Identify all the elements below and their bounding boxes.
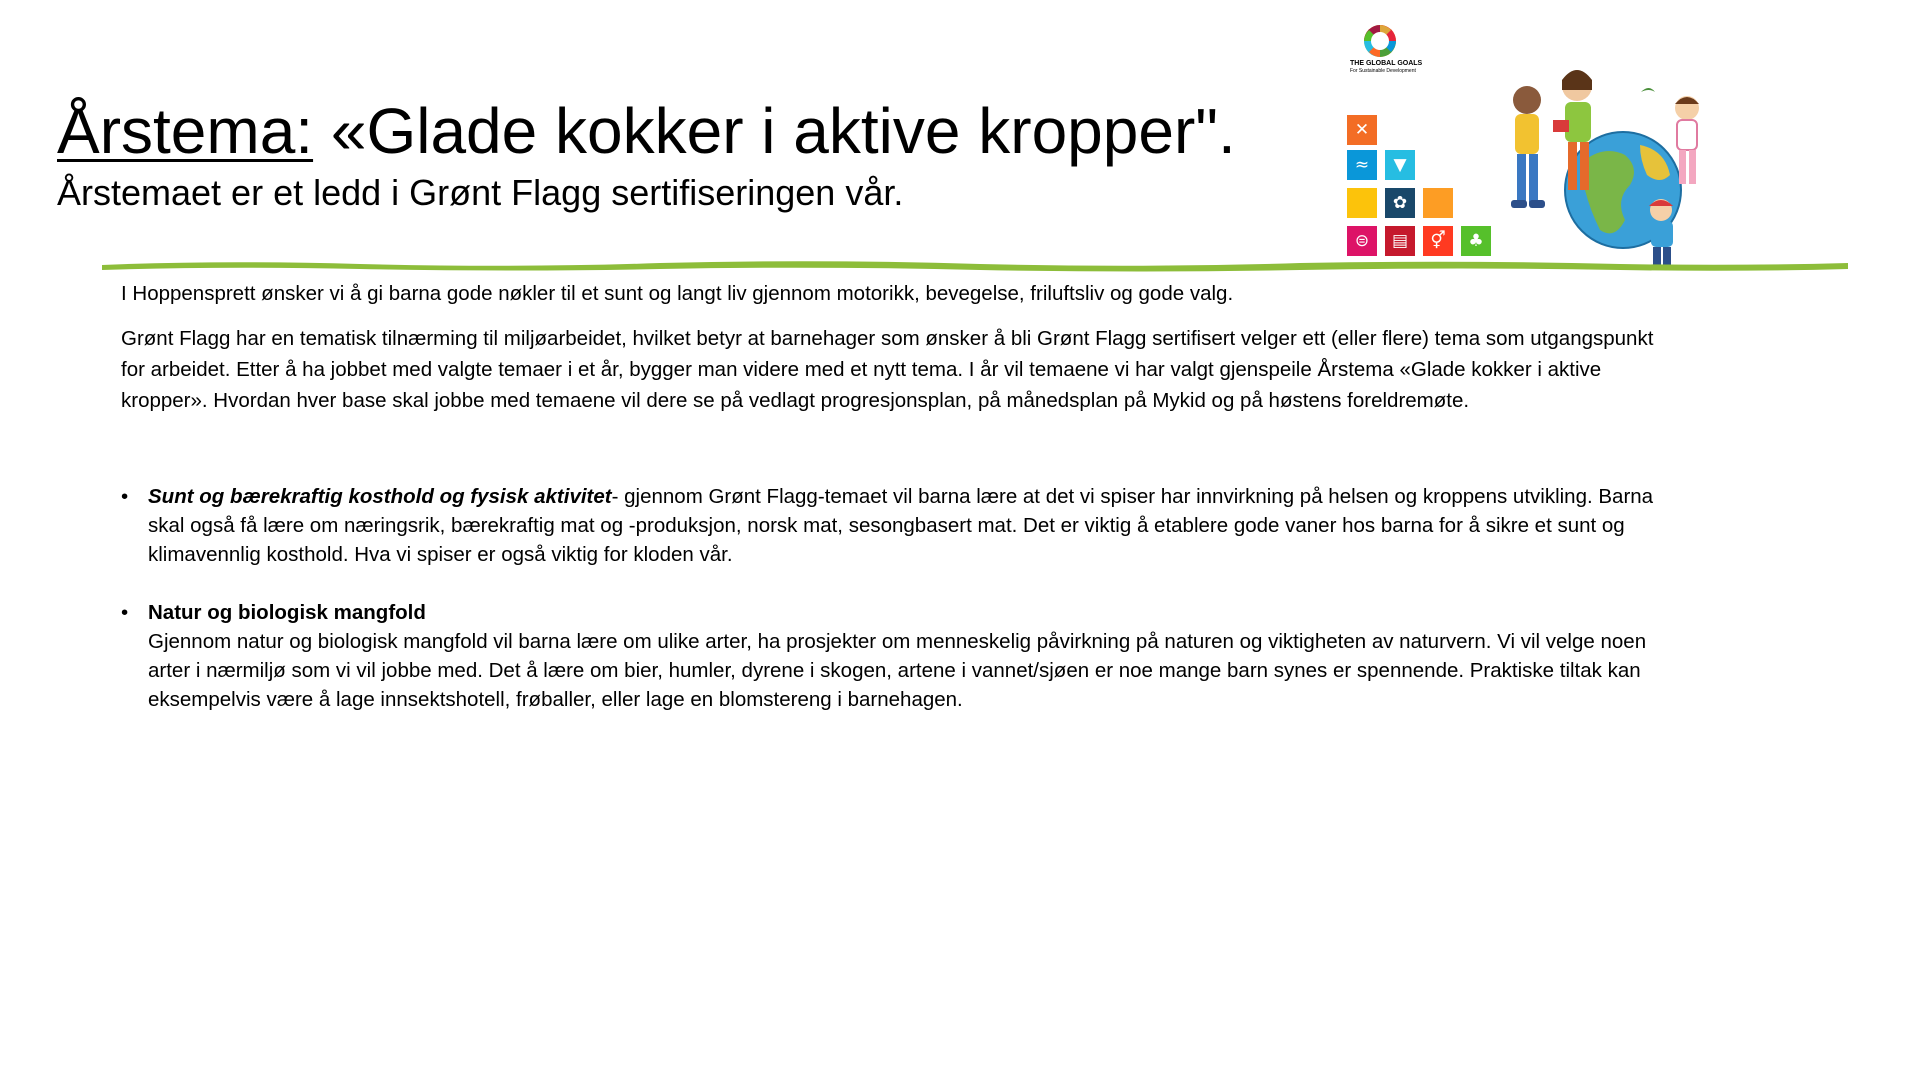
bullet-heading: Natur og biologisk mangfold	[148, 601, 426, 624]
bullet-text: Gjennom natur og biologisk mangfold vil barna lære om ulike arter, ha prosjekter om menneskelig påvirkning på naturen og viktigheten av naturvern. Vi vil velge noen arter i nærmiljø som vi vil jobbe med. Det å lære om bier, humler, dyrene i skogen, artene i vannet/sjøen er noe mange barn synes er spennende. Praktiske tiltak kan eksempelvis være å lage innsektshotell, frøballer, eller lage en blomstereng i barnehagen.	[148, 630, 1647, 711]
intro-paragraph: I Hoppensprett ønsker vi å gi barna gode nøkler til et sunt og langt liv gjennom motorikk, bevegelse, friluftsliv og gode valg.	[121, 282, 1234, 305]
fish-icon: ≈	[1347, 150, 1377, 180]
page-title	[57, 95, 1236, 167]
cutlery-icon: ✕	[1347, 115, 1377, 145]
water-drop-icon: ▼	[1385, 150, 1415, 180]
list-item	[121, 482, 1681, 569]
bullet-icon: •	[121, 601, 129, 624]
children-globe-icon	[1465, 50, 1725, 275]
title-prefix: Årstema:	[57, 95, 314, 167]
title-rest: «Glade kokker i aktive kropper".	[313, 95, 1236, 167]
bullet-icon: •	[121, 485, 129, 508]
equality-icon: ⊜	[1347, 226, 1377, 256]
bullet-text: - gjennom Grønt Flagg-temaet vil barna lære at det vi spiser har innvirkning på helsen og kroppens utvikling. Barna skal også få lære om næringsrik, bærekraftig mat og -produksjon, norsk mat, sesongbasert mat. Det er viktig å etablere gode vaner hos barna for å sikre et sunt og klimavennlig kosthold. Hva vi spiser er også viktig for kloden vår.	[148, 485, 1654, 566]
groent-flagg-paragraph: Grønt Flagg har en tematisk tilnærming til miljøarbeidet, hvilket betyr at barnehager som ønsker å bli Grønt Flagg sertifisert velger ett (eller flere) tema som utgangspunkt for arbeidet. Etter å ha jobbet med valgte temaer i et år, bygger man videre med et nytt tema. I år vil temaene vi har valgt gjenspeile Årstema «Glade kokker i aktive kropper». Hvordan hver base skal jobbe med temaene vil dere se på vedlagt progresjonsplan, på månedsplan på Mykid og på høstens foreldremøte.	[121, 327, 1654, 412]
goals-wheel-icon	[1345, 20, 1415, 60]
theme-bullet-list	[121, 482, 1681, 714]
list-item	[121, 598, 1681, 714]
global-goals-subtitle: For Sustainable Development	[1350, 68, 1416, 75]
global-goals-illustration	[1345, 20, 1725, 260]
bullet-heading: Sunt og bærekraftig kosthold og fysisk aktivitet	[148, 485, 612, 508]
tree-icon: ♣	[1461, 226, 1491, 256]
flower-icon: ✿	[1385, 188, 1415, 218]
gender-icon: ⚥	[1423, 226, 1453, 256]
green-divider	[100, 256, 1850, 276]
body-text	[121, 278, 1681, 743]
city-icon	[1423, 188, 1453, 218]
sun-icon	[1347, 188, 1377, 218]
global-goals-title: THE GLOBAL GOALS	[1350, 60, 1423, 67]
global-goals-text	[1350, 60, 1422, 74]
global-goals-logo	[1345, 20, 1423, 90]
book-icon: ▤	[1385, 226, 1415, 256]
page-subtitle: Årstemaet er et ledd i Grønt Flagg sertifiseringen vår.	[57, 172, 904, 213]
